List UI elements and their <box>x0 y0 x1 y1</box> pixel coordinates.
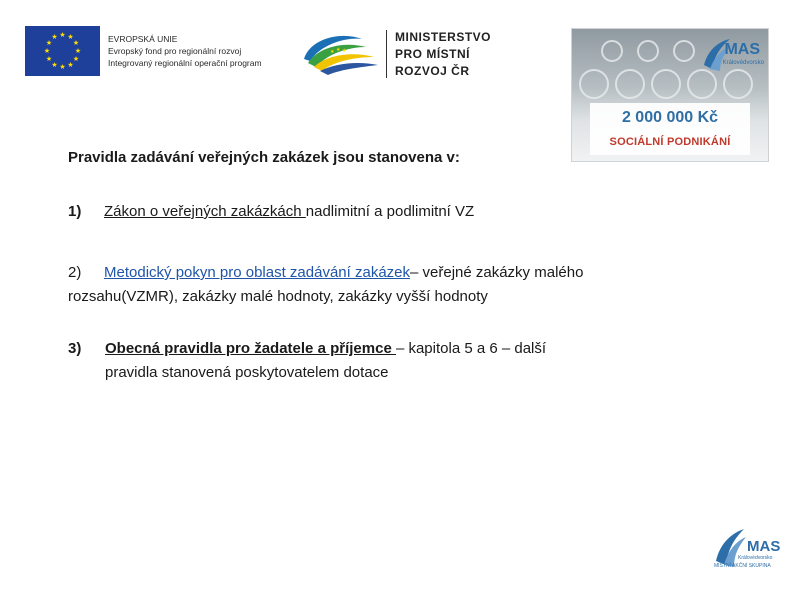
svg-text:★: ★ <box>72 55 80 63</box>
eu-logo-line: Integrovaný regionální operační program <box>108 58 262 68</box>
law-link[interactable]: Zákon o veřejných zakázkách <box>104 203 306 220</box>
footer-mas-name: MAS <box>747 538 781 555</box>
svg-text:★: ★ <box>72 39 80 47</box>
eu-logo-text <box>108 33 262 69</box>
svg-text:★: ★ <box>51 33 58 41</box>
promo-banner <box>571 28 769 162</box>
eu-logo <box>25 24 280 78</box>
ministry-emblem-icon <box>300 29 382 79</box>
footer-mas-sub2: MÍSTNÍ AKČNÍ SKUPINA <box>714 563 771 569</box>
svg-text:★: ★ <box>45 55 53 63</box>
promo-mas-logo-text: MAS <box>724 41 760 58</box>
methodology-link[interactable]: Metodický pokyn pro oblast zadávání zakázek <box>104 264 410 281</box>
promo-mas-logo-sub: Královédvorsko <box>722 60 764 66</box>
list-item <box>68 200 474 224</box>
eu-logo-line: EVROPSKÁ UNIE <box>108 34 178 44</box>
ministry-divider <box>386 30 387 78</box>
svg-text:★: ★ <box>74 47 82 55</box>
svg-text:★: ★ <box>342 48 347 54</box>
list-item <box>68 261 583 285</box>
eu-logo-line: Evropský fond pro regionální rozvoj <box>108 46 242 56</box>
svg-text:★: ★ <box>67 61 74 69</box>
item-text: – kapitola 5 a 6 – další <box>395 340 547 357</box>
svg-text:★: ★ <box>45 39 53 47</box>
rules-link[interactable]: Obecná pravidla pro žadatele a příjemce <box>105 340 396 357</box>
promo-amount: 2 000 000 Kč <box>621 109 719 126</box>
ministry-name <box>395 29 491 80</box>
item-number: 3) <box>68 340 82 357</box>
ministry-logo <box>300 24 520 84</box>
svg-text:★: ★ <box>59 31 66 39</box>
svg-text:★: ★ <box>330 49 335 55</box>
list-item-continuation: rozsahu(VZMR), zakázky malé hodnoty, zakázky vyšší hodnoty <box>68 288 488 305</box>
ministry-line: PRO MÍSTNÍ <box>395 46 471 61</box>
ministry-line: MINISTERSTVO <box>395 29 492 44</box>
item-number: 1) <box>68 203 82 220</box>
svg-text:★: ★ <box>336 47 341 53</box>
ministry-line: ROZVOJ ČR <box>395 63 470 78</box>
promo-title: SOCIÁLNÍ PODNIKÁNÍ <box>609 136 731 148</box>
item-text: nadlimitní a podlimitní VZ <box>305 203 475 220</box>
footer-mas-sub: Královédvorsko <box>738 555 773 561</box>
item-number: 2) <box>68 264 82 281</box>
list-item-continuation: pravidla stanovená poskytovatelem dotace <box>105 364 389 381</box>
page-heading: Pravidla zadávání veřejných zakázek jsou stanovena v: <box>68 149 460 166</box>
list-item <box>68 337 546 361</box>
svg-text:★: ★ <box>59 63 66 71</box>
svg-text:★: ★ <box>67 33 74 41</box>
svg-text:★: ★ <box>43 47 51 55</box>
item-text: – veřejné zakázky malého <box>410 264 584 281</box>
svg-text:★: ★ <box>51 61 58 69</box>
eu-flag-icon <box>25 26 100 76</box>
